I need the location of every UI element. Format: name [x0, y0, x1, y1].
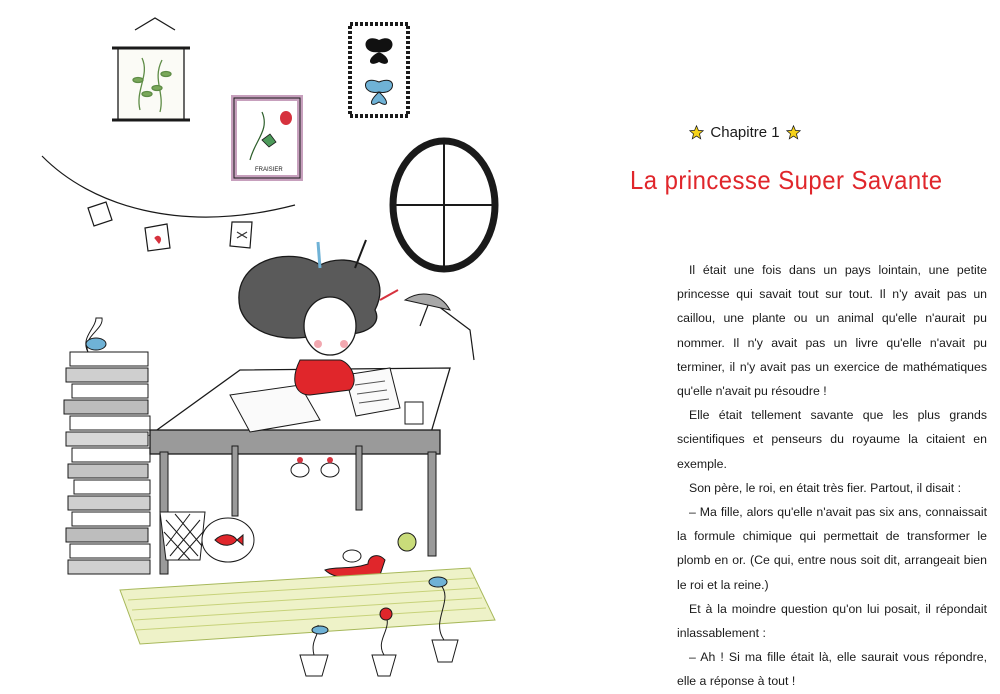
- paragraph: – Ma fille, alors qu'elle n'avait pas six ans, connaissait la formule chimique qui permettait de transformer le plomb en or. (Ce qui, entre nous soit dit, arrangeait bien le roi et la reine.): [677, 505, 987, 592]
- left-page-illustration: [0, 0, 500, 691]
- paragraph: Et à la moindre question qu'on lui posait, il répondait inlassablement :: [677, 601, 987, 641]
- paragraph: Son père, le roi, en était très fier. Partout, il disait :: [689, 480, 962, 495]
- chapter-body: [677, 258, 987, 694]
- botanical-poster: [112, 18, 190, 120]
- paragraph: Il était une fois dans un pays lointain, une petite princesse qui savait tout sur tout. Il n'y avait pas un caillou, une plante ou un animal qu'elle n'aurait pu nommer. Il n'y avait pas un livre qu'elle n'avait pu terminer, il n'y avait pas un exercice de mathématiques qu'elle n'avait pu résoudre !: [677, 263, 987, 399]
- chapter-label: [625, 124, 865, 141]
- book-stack: [64, 318, 150, 574]
- star-icon: [689, 125, 704, 140]
- paragraph: – Ah ! Si ma fille était là, elle saurait vous répondre, elle a réponse à tout !: [677, 650, 987, 689]
- chapter-number: Chapitre 1: [710, 124, 780, 141]
- butterfly-frame: [350, 24, 408, 116]
- frame-label: FRAISIER: [255, 167, 283, 173]
- apple: [398, 533, 416, 551]
- star-icon: [786, 125, 801, 140]
- waste-basket: [160, 512, 205, 560]
- fishbowl: [202, 518, 254, 562]
- chapter-title: La princesse Super Savante: [630, 165, 943, 195]
- strawberry-frame: [234, 98, 300, 178]
- paragraph: Elle était tellement savante que les plus grands scientifiques et penseurs du royaume la citaient en exemple.: [677, 408, 987, 471]
- round-window: [393, 141, 495, 269]
- princess-study-illustration: [0, 0, 500, 691]
